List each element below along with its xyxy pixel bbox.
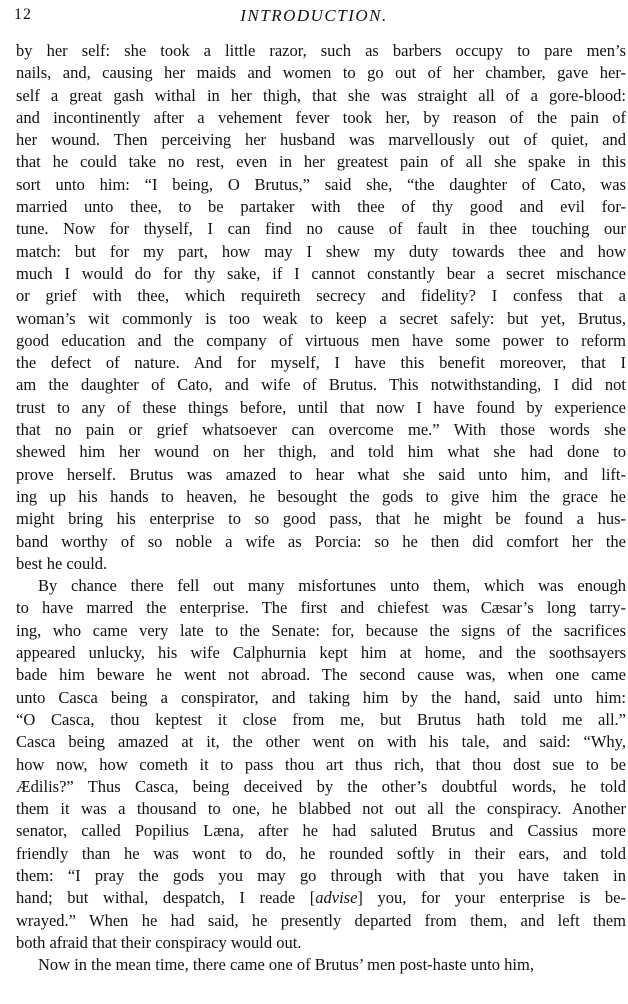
text-line: appeared unlucky, his wife Calphurnia kept him at home, and the soothsayers bbox=[16, 643, 626, 663]
text-line: much I would do for thy sake, if I cannot constantly bear a secret mischance bbox=[16, 263, 626, 283]
text-line: best he could. bbox=[16, 553, 108, 573]
text-line: am the daughter of Cato, and wife of Brutus. This notwithstanding, I did not bbox=[16, 375, 626, 395]
text-line: ing, who came very late to the Senate: for, because the signs of the sacrifices bbox=[16, 620, 626, 640]
text-line: shewed him her wound on her thigh, and told him what she had done to bbox=[16, 442, 626, 462]
text-line: self a great gash withal in her thigh, that she was straight all of a gore-blood: bbox=[16, 85, 626, 105]
paragraph bbox=[16, 40, 626, 575]
page-header bbox=[14, 6, 614, 30]
text-line: bade him beware he went not abroad. The second cause was, when one came bbox=[16, 665, 626, 685]
text-line: that he could take no rest, even in her greatest pain of all she spake in this bbox=[16, 152, 626, 172]
text-line: Ædilis?” Thus Casca, being deceived by the other’s doubtful words, he told bbox=[16, 776, 626, 796]
text-line: woman’s wit commonly is too weak to keep a secret safely: but yet, Brutus, bbox=[16, 308, 626, 328]
text-line: unto Casca being a conspirator, and taking him by the hand, said unto him: bbox=[16, 687, 626, 707]
text-line: them it was a thousand to one, he blabbed not out all the conspiracy. Another bbox=[16, 799, 626, 819]
text-line: tune. Now for thyself, I can find no cause of fault in thee touching our bbox=[16, 219, 626, 239]
text-line: wrayed.” When he had said, he presently departed from them, and left them bbox=[16, 910, 626, 930]
text-line: sort unto him: “I being, O Brutus,” said she, “the daughter of Cato, was bbox=[16, 174, 626, 194]
text-line: by her self: she took a little razor, such as barbers occupy to pare men’s bbox=[16, 41, 626, 60]
text-line: her wound. Then perceiving her husband was marvellously out of quiet, and bbox=[16, 130, 626, 150]
text-line: or grief with thee, which requireth secrecy and fidelity? I confess that a bbox=[16, 286, 626, 306]
text-line: the defect of nature. And for myself, I have this benefit moreover, that I bbox=[16, 353, 626, 373]
paragraph bbox=[16, 954, 626, 976]
text-line: Casca being amazed at it, the other went on with his tale, and said: “Why, bbox=[16, 732, 626, 752]
text-line: them: “I pray the gods you may go through with that you have taken in bbox=[16, 865, 626, 885]
text-line: match: but for my part, how may I shew my duty towards thee and how bbox=[16, 241, 626, 261]
text-line: nails, and, causing her maids and women to go out of her chamber, gave her- bbox=[16, 63, 626, 83]
text-line: might bring his enterprise to so good pass, that he might be found a hus- bbox=[16, 509, 626, 529]
text-line: how now, how cometh it to pass thou art thus rich, that thou dost sue to be bbox=[16, 754, 626, 774]
text-line: senator, called Popilius Læna, after he had saluted Brutus and Cassius more bbox=[16, 821, 626, 841]
page-number: 12 bbox=[14, 6, 32, 23]
text-line: Now in the mean time, there came one of Brutus’ men post-haste unto him, bbox=[38, 955, 534, 975]
text-line: band worthy of so noble a wife as Porcia: so he then did comfort her the bbox=[16, 531, 626, 551]
text-line: to have marred the enterprise. The first and chiefest was Cæsar’s long tarry- bbox=[16, 598, 626, 618]
text-line: both afraid that their conspiracy would out. bbox=[16, 932, 302, 952]
text-line: married unto thee, to be partaker with thee of thy good and evil for- bbox=[16, 197, 626, 217]
text-line: that no pain or grief whatsoever can overcome me.” With those words she bbox=[16, 420, 626, 440]
text-line: hand; but withal, despatch, I reade [advise] you, for your enterprise is be- bbox=[16, 888, 626, 908]
text-line: and incontinently after a vehement fever took her, by reason of the pain of bbox=[16, 107, 626, 127]
running-head: INTRODUCTION. bbox=[240, 6, 388, 25]
paragraph bbox=[16, 575, 626, 954]
text-line: good education and the company of virtuous men have some power to reform bbox=[16, 330, 626, 350]
body-text bbox=[16, 40, 626, 976]
text-line: By chance there fell out many misfortunes unto them, which was enough bbox=[38, 576, 626, 596]
text-line: ing up his hands to heaven, he besought the gods to give him the grace he bbox=[16, 486, 626, 506]
text-line: “O Casca, thou keptest it close from me, but Brutus hath told me all.” bbox=[16, 709, 626, 729]
text-line: trust to any of these things before, until that now I have found by experience bbox=[16, 397, 626, 417]
text-line: friendly than he was wont to do, he rounded softly in their ears, and told bbox=[16, 843, 626, 863]
text-line: prove herself. Brutus was amazed to hear what she said unto him, and lift- bbox=[16, 464, 626, 484]
